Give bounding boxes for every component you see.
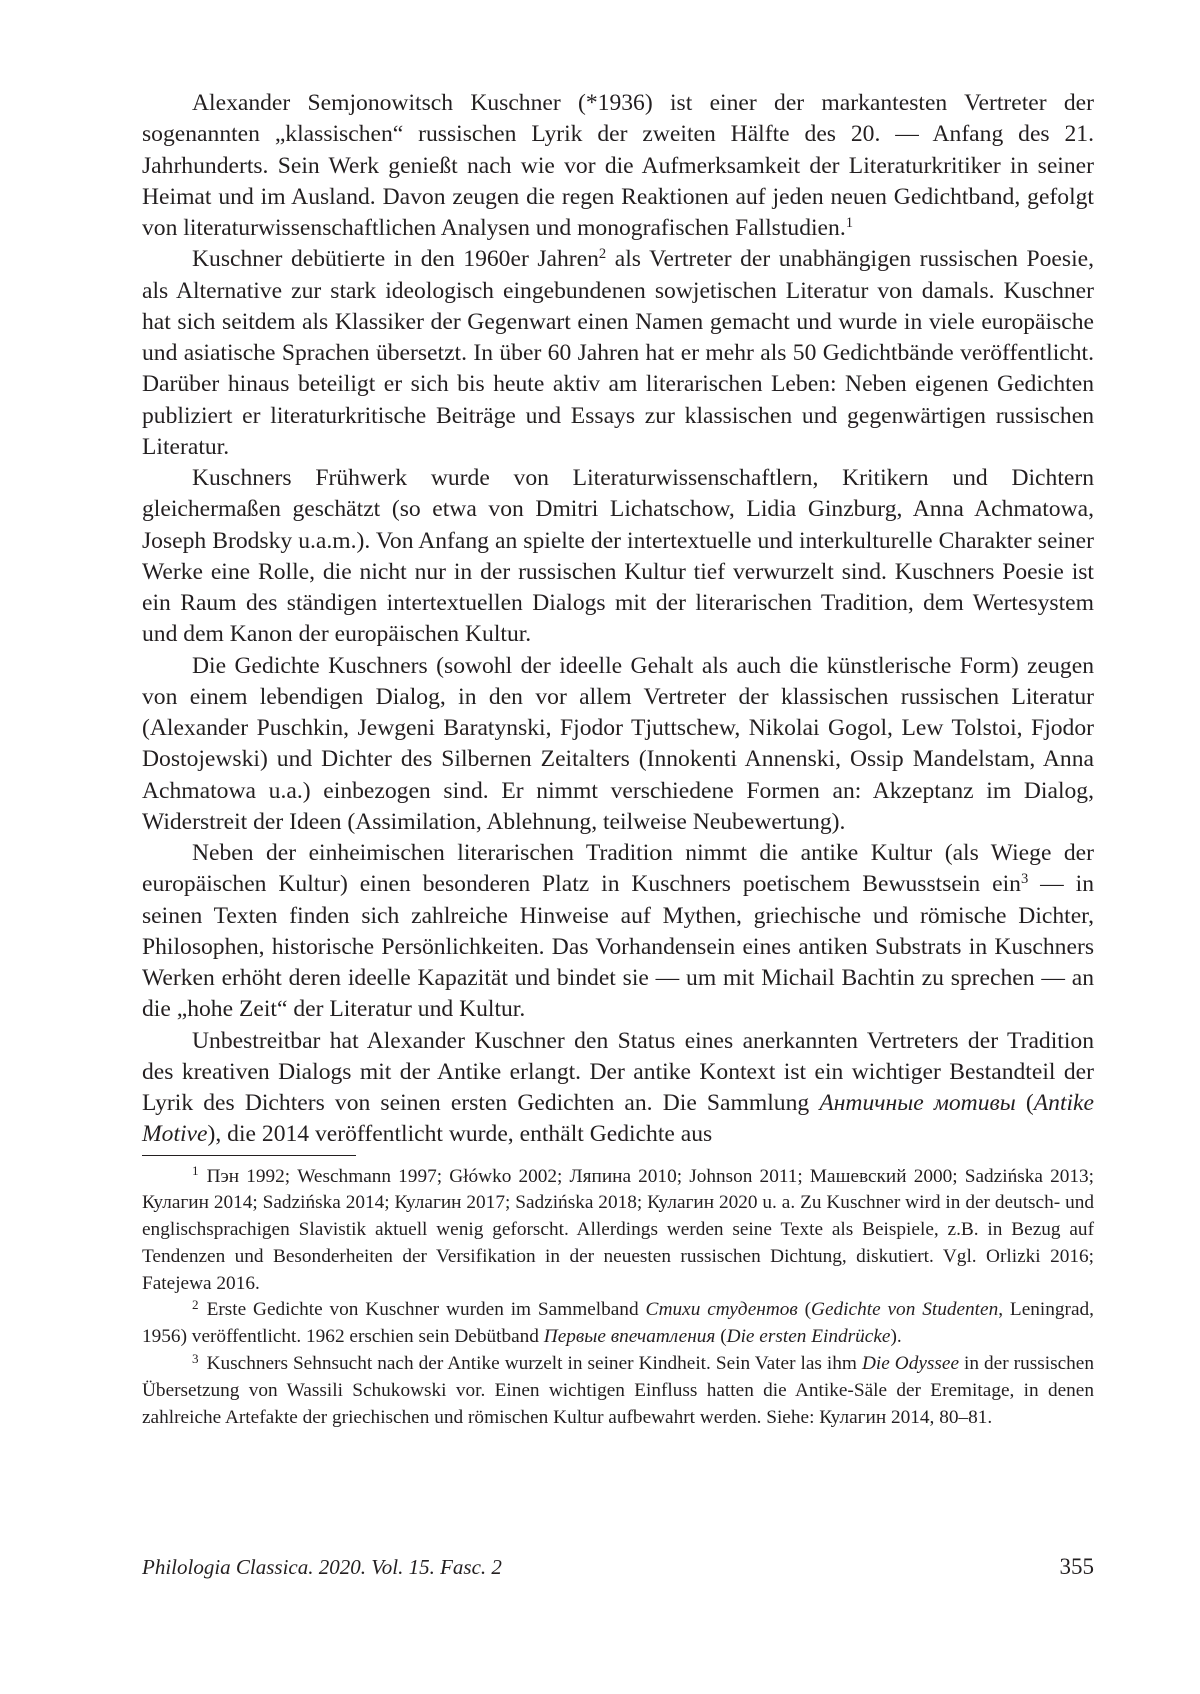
page-footer	[142, 1552, 1094, 1586]
body-text	[142, 88, 1094, 1151]
footnote-number: 3	[192, 1350, 199, 1366]
footnote-1: $^1$ Пэн 1992; Weschmann 1997; Główko 2002; Ляпина 2010; Johnson 2011; Машевский 2000; Sadzińska 2013; Кулагин 2014; Sadzińska 2014; Кулагин 2017; Sadzińska 2018; Кулагин 2020 u. a. Zu Kuschner wird in der deutsch- und englischsprachigen Slavistik aktuell wenig geforscht. Allerdings werden seine Texte als Beispiele, z.B. in Bezug auf Tendenzen und Besonderheiten der Versifikation in der neuesten russischen Dichtung, diskutiert. Vgl. Orlizki 2016; Fatejewa 2016.	[142, 1162, 1094, 1294]
footnote-number: 1	[192, 1162, 199, 1178]
paragraph-2: Kuschner debütierte in den 1960er Jahren$^2$ als Vertreter der unabhängigen russischen Poesie, als Alternative zur stark ideologisch eingebundenen sowjetischen Literatur von damals. Kuschner hat sich seitdem als Klassiker der Gegenwart einen Namen gemacht und wurde in viele europäische und asiatische Sprachen übersetzt. In über 60 Jahren hat er mehr als 50 Gedichtbände veröffentlicht. Darüber hinaus beteiligt er sich bis heute aktiv am literarischen Leben: Neben eigenen Gedichten publiziert er literaturkritische Beiträge und Essays zur klassischen und gegenwärtigen russischen Literatur.	[142, 246, 1094, 460]
footnote-ref-2[interactable]: 2	[598, 246, 607, 263]
footnote-ref-1[interactable]: 1	[845, 214, 854, 231]
paragraph-1: Alexander Semjonowitsch Kuschner (*1936) ist einer der markantesten Vertreter der sogenannten „klassischen“ russischen Lyrik der zweiten Hälfte des 20. — Anfang des 21. Jahrhunderts. Sein Werk genießt nach wie vor die Aufmerksamkeit der Literaturkritiker in seiner Heimat und im Ausland. Davon zeugen die regen Reaktionen auf jeden neuen Gedichtband, gefolgt von literaturwissenschaftlichen Analysen und monografischen Fallstudien.$^1$	[142, 90, 1094, 241]
footnotes	[142, 1164, 1094, 1432]
footnote-divider	[142, 1155, 356, 1156]
page-content	[142, 88, 1094, 1431]
page-number: 355	[1059, 1554, 1094, 1579]
footnote-3: $^3$ Kuschners Sehnsucht nach der Antike wurzelt in seiner Kindheit. Sein Vater las ihm Die Odyssee in der russischen Übersetzung von Wassili Schukowski vor. Einen wichtigen Einfluss hatten die Antike-Säle der Eremitage, in denen zahlreiche Artefakte der griechischen und römischen Kultur aufbewahrt werden. Siehe: Кулагин 2014, 80–81.	[142, 1350, 1095, 1428]
paragraph-6: Unbestreitbar hat Alexander Kuschner den Status eines anerkannten Vertreters der Tradition des kreativen Dialogs mit der Antike erlangt. Der antike Kontext ist ein wichtiger Bestandteil der Lyrik des Dichters von seinen ersten Gedichten an. Die Sammlung Античные мотивы (Antike Motive), die 2014 veröffentlicht wurde, enthält Gedichte aus	[142, 1027, 1094, 1148]
paragraph-5: Neben der einheimischen literarischen Tradition nimmt die antike Kultur (als Wiege der europäischen Kultur) einen besonderen Platz in Kuschners poetischem Bewusstsein ein$^3$ — in seinen Texten finden sich zahlreiche Hinweise auf Mythen, griechische und römische Dichter, Philosophen, historische Persönlichkeiten. Das Vorhandensein eines antiken Substrats in Kuschners Werken erhöht deren ideelle Kapazität und bindet sie — um mit Michail Bachtin zu sprechen — an die „hohe Zeit“ der Literatur und Kultur.	[142, 840, 1094, 1023]
footnote-number: 2	[192, 1296, 199, 1312]
paragraph-3: Kuschners Frühwerk wurde von Literaturwissenschaftlern, Kritikern und Dichtern gleichermaßen geschätzt (so etwa von Dmitri Lichatschow, Lidia Ginzburg, Anna Achmatowa, Joseph Brodsky u.a.m.). Von Anfang an spielte der intertextuelle und interkulturelle Charakter seiner Werke eine Rolle, die nicht nur in der russischen Kultur tief verwurzelt sind. Kuschners Poesie ist ein Raum des ständigen intertextuellen Dialogs mit der literarischen Tradition, dem Wertesystem und dem Kanon der europäischen Kultur.	[142, 465, 1094, 648]
paragraph-4: Die Gedichte Kuschners (sowohl der ideelle Gehalt als auch die künstlerische Form) zeugen von einem lebendigen Dialog, in den vor allem Vertreter der klassischen russischen Literatur (Alexander Puschkin, Jewgeni Baratynski, Fjodor Tjuttschew, Nikolai Gogol, Lew Tolstoi, Fjodor Dostojewski) und Dichter des Silbernen Zeitalters (Innokenti Annenski, Ossip Mandelstam, Anna Achmatowa u.a.) einbezogen sind. Er nimmt verschiedene Formen an: Akzeptanz im Dialog, Widerstreit der Ideen (Assimilation, Ablehnung, teilweise Neubewertung).	[142, 652, 1094, 835]
footnote-ref-3[interactable]: 3	[1020, 871, 1029, 888]
footnote-2: $^2$ Erste Gedichte von Kuschner wurden im Sammelband Стихи студентов (Gedichte von Studenten, Leningrad, 1956) veröffentlicht. 1962 erschien sein Debütband Первые впечатления (Die ersten Eindrücke).	[142, 1296, 1094, 1348]
journal-citation: Philologia Classica. 2020. Vol. 15. Fasc. 2	[142, 1555, 502, 1579]
